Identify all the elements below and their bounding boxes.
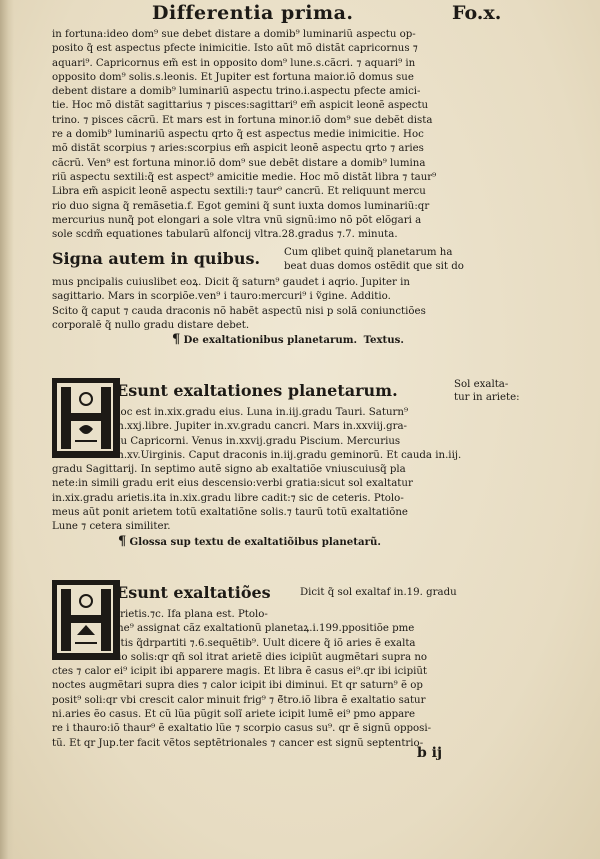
text-line: in.xv.Uirginis. Caput draconis in.iij.gradu geminorũ. Et cauda in.iij. <box>114 449 462 461</box>
rubric-title: De exaltationibus planetarum. <box>183 334 358 347</box>
heading-tail-1: Cum qlibet quinq̃ planetarum ha <box>284 247 453 258</box>
text-line: Libra em̃ aspicit leonẽ aspectu sextili:⁊ taur⁹ cancrũ. Et reliquunt mercu <box>52 186 426 198</box>
text-line: noctes augmẽtari supra dies ⁊ calor icipit ibi diminui. Et qr saturn⁹ ẽ op <box>52 680 423 692</box>
text-line: gradu Sagittarij. In septimo autẽ signo ab exaltatiõe vniuscuiusq̃ pla <box>52 464 406 476</box>
text-line: rio duo signa q̃ remãsetia.f. Egot gemini q̃ sunt iuxta domos luminariũ:qr <box>52 200 430 212</box>
text-line: meus aũt ponit arietem totũ exaltatiõne solis.⁊ taurũ totũ exaltatiõne <box>52 507 408 519</box>
text-line: hoc est in.xix.gradu eius. Luna in.iij.gradu Tauri. Saturn⁹ <box>114 407 409 418</box>
text-line: cãcrũ. Ven⁹ est fortuna minor.iõ dom⁹ sue debẽt distare a domib⁹ lumina <box>52 157 426 169</box>
text-line: Scito q̃ caput ⁊ cauda draconis nõ habẽt aspectũ nisi p solã coniunctiões <box>52 305 426 317</box>
text-line: in.xxj.libre. Jupiter in.xv.gradu cancri. Mars in.xxviij.gra- <box>114 421 408 433</box>
text-line: re i thauro:iõ thaur⁹ ẽ exaltatio lũe ⁊ scorpio casus su⁹. qr ẽ signũ opposi- <box>52 723 432 735</box>
heading-line <box>52 580 510 608</box>
text-line: tie. Hoc mõ distãt sagittarius ⁊ pisces:sagittari⁹ em̃ aspicit leonẽ aspectu <box>52 100 429 112</box>
text-line: debent distare a domib⁹ luminariũ aspectu trino.i.aspectu pfecte amici- <box>52 86 421 98</box>
text-line: tio solis:qr qñ sol itrat arietẽ dies icipiũt augmẽtari supra no <box>114 651 428 663</box>
running-header <box>0 2 600 26</box>
text-line: mõ distãt scorpius ⁊ aries:scorpius em̃ aspicit leonẽ aspectu qrto ⁊ aries <box>52 143 424 155</box>
text-line: tũ. Et qr Jup.ter facit vẽtos septẽtrionales ⁊ cancer est signũ septentrio- <box>52 737 424 749</box>
text-line: ni.aries ẽo casus. Et cũ lũa pũgit solĩ ariete icipit lumẽ ei⁹ pmo appare <box>52 709 416 721</box>
text-line: posito q̃ est aspectus pfecte inimicitie. Isto aũt mõ distãt capricornus ⁊ <box>52 43 418 55</box>
folio-number: Fo.x. <box>452 2 502 24</box>
rubric-title: Glossa sup textu de exaltatiõibus planetarũ. <box>129 535 381 548</box>
heading-tail-2: tur in ariete: <box>454 392 520 403</box>
page-gutter-shadow <box>0 0 14 859</box>
section-heading: Esunt exaltationes planetarum. <box>116 381 398 400</box>
text-line: mercurius nunq̃ pot elongari a sole vltra vnũ signũ:imo nõ põt elõgari a <box>52 214 422 226</box>
text-line: corporalẽ q̃ nullo gradu distare debet. <box>52 319 250 331</box>
text-line: ptis q̃drpartiti ⁊.6.sequẽtib⁹. Uult dicere q̃ iõ aries ẽ exalta <box>114 637 416 649</box>
heading-tail-1: Sol exalta- <box>454 379 509 390</box>
text-line: du Capricorni. Venus in.xxvij.gradu Piscium. Mercurius <box>114 435 401 447</box>
text-line: arietis.⁊c. Ifa plana est. Ptolo- <box>114 609 268 620</box>
text-line: trino. ⁊ pisces cãcrũ. Et mars est in fortuna minor.iõ dom⁹ sue debẽt dista <box>52 114 433 126</box>
text-line: in.xix.gradu arietis.ita in.xix.gradu libre cadit:⁊ sic de ceteris. Ptolo- <box>52 492 404 504</box>
rubric-line <box>52 535 510 550</box>
text-line: aquari⁹. Capricornus em̃ est in opposito dom⁹ lune.s.cãcri. ⁊ aquari⁹ in <box>52 57 416 69</box>
section-heading: Esunt exaltatiões <box>116 583 271 602</box>
text-line: sole scdm̃ equationes tabularũ alfoncij vltra.28.gradus ⁊.7. minuta. <box>52 229 398 241</box>
text-line: mus pncipalis cuiuslibet eoꝝ. Dicit q̃ saturn⁹ gaudet i aqrio. Jupiter in <box>52 277 410 288</box>
paragraph-signa-autem <box>52 246 510 348</box>
text-line: posit⁹ soli:qr vbi crescit calor minuit frig⁹ ⁊ ẽ̃tro.iõ libra ẽ exaltatio satur <box>52 694 426 706</box>
text-line: Lune ⁊ cetera similiter. <box>52 521 171 533</box>
text-line: opposito dom⁹ solis.s.leonis. Et Jupiter est fortuna maior.iõ domus sue <box>52 71 414 83</box>
quire-signature: b ij <box>417 745 443 761</box>
heading-line <box>52 246 510 276</box>
heading-tail: Dicit q̃ sol exaltaf in.19. gradu <box>300 587 457 598</box>
heading-tail-2: beat duas domos ostẽdit que sit do <box>284 261 464 272</box>
paragraph-exaltationes-glossa <box>52 580 510 751</box>
paragraph-exaltationes-textus <box>52 378 520 550</box>
heading-line <box>52 378 520 406</box>
text-line: nete:in simili gradu erit eius descensio:verbi gratia:sicut sol exaltatur <box>52 478 413 490</box>
paragraph-domus-aspectus <box>52 28 510 242</box>
text-line: sagittario. Mars in scorpiõe.ven⁹ i tauro:mercuri⁹ i ṽgine. Additio. <box>52 291 391 303</box>
pilcrow-icon: ¶ <box>118 533 127 549</box>
text-line: me⁹ assignat cãz exaltationũ planetaꝝ.i.199.ppositiõe pme <box>114 623 415 635</box>
rubric-tag: Textus. <box>363 334 404 347</box>
text-line: re a domib⁹ luminariũ aspectu qrto q̃ est aspectus medie inimicitie. Hoc <box>52 129 424 141</box>
running-title: Differentia prima. <box>152 2 354 24</box>
text-line: in fortuna:ideo dom⁹ sue debet distare a domib⁹ luminariũ aspectu op- <box>52 29 416 40</box>
pilcrow-icon: ¶ <box>172 332 181 348</box>
rubric-line <box>52 333 510 348</box>
text-line: riũ aspectu sextili:q̃ est aspect⁹ amicitie medie. Hoc mõ distãt libra ⁊ taur⁹ <box>52 171 437 183</box>
text-line: ctes ⁊ calor ei⁹ icipit ibi apparere magis. Et libra ẽ casus ei⁹.qr ibi icipiũt <box>52 666 428 678</box>
section-heading: Signa autem in quibus. <box>52 249 261 268</box>
